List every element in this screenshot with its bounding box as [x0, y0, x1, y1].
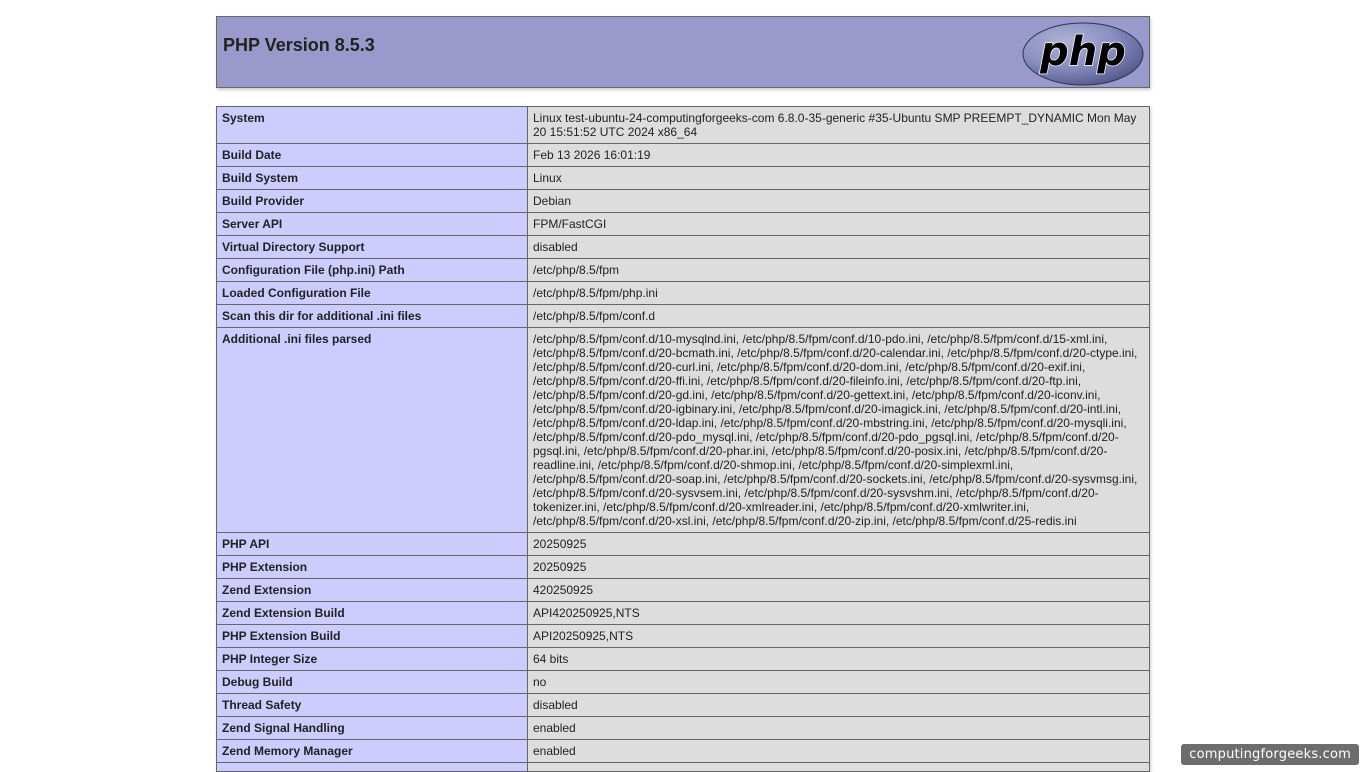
version-header	[216, 16, 1150, 88]
row-key: System	[217, 107, 528, 144]
table-row	[217, 625, 1150, 648]
table-row	[217, 282, 1150, 305]
row-key: Build Date	[217, 144, 528, 167]
row-value: 64 bits	[528, 648, 1150, 671]
page-title: PHP Version 8.5.3	[223, 35, 375, 56]
row-value: no	[528, 671, 1150, 694]
row-value: API20250925,NTS	[528, 625, 1150, 648]
php-logo-text: php	[1039, 29, 1126, 75]
row-key: Zend Extension	[217, 579, 528, 602]
row-key: PHP API	[217, 533, 528, 556]
info-table	[216, 106, 1150, 772]
table-row	[217, 190, 1150, 213]
row-value: disabled	[528, 236, 1150, 259]
row-key: Zend Extension Build	[217, 602, 528, 625]
row-value: /etc/php/8.5/fpm/conf.d	[528, 305, 1150, 328]
table-row	[217, 236, 1150, 259]
php-logo-icon[interactable]	[1022, 22, 1144, 86]
table-row	[217, 167, 1150, 190]
row-value: /etc/php/8.5/fpm/conf.d/10-mysqlnd.ini, /etc/php/8.5/fpm/conf.d/10-pdo.ini, /etc/php/8.5/fpm/conf.d/15-xml.ini, /etc/php/8.5/fpm/conf.d/20-bcmath.ini, /etc/php/8.5/fpm/conf.d/20-calendar.ini, /etc/php/8.5/fpm/conf.d/20-ctype.ini, /etc/php/8.5/fpm/conf.d/20-curl.ini, /etc/php/8.5/fpm/conf.d/20-dom.ini, /etc/php/8.5/fpm/conf.d/20-exif.ini, /etc/php/8.5/fpm/conf.d/20-ffi.ini, /etc/php/8.5/fpm/conf.d/20-fileinfo.ini, /etc/php/8.5/fpm/conf.d/20-ftp.ini, /etc/php/8.5/fpm/conf.d/20-gd.ini, /etc/php/8.5/fpm/conf.d/20-gettext.ini, /etc/php/8.5/fpm/conf.d/20-iconv.ini, /etc/php/8.5/fpm/conf.d/20-igbinary.ini, /etc/php/8.5/fpm/conf.d/20-imagick.ini, /etc/php/8.5/fpm/conf.d/20-intl.ini, /etc/php/8.5/fpm/conf.d/20-ldap.ini, /etc/php/8.5/fpm/conf.d/20-mbstring.ini, /etc/php/8.5/fpm/conf.d/20-mysqli.ini, /etc/php/8.5/fpm/conf.d/20-pdo_mysql.ini, /etc/php/8.5/fpm/conf.d/20-pdo_pgsql.ini, /etc/php/8.5/fpm/conf.d/20-pgsql.ini, /etc/php/8.5/fpm/conf.d/20-phar.ini, /etc/php/8.5/fpm/conf.d/20-posix.ini, /etc/php/8.5/fpm/conf.d/20-readline.ini, /etc/php/8.5/fpm/conf.d/20-shmop.ini, /etc/php/8.5/fpm/conf.d/20-simplexml.ini, /etc/php/8.5/fpm/conf.d/20-soap.ini, /etc/php/8.5/fpm/conf.d/20-sockets.ini, /etc/php/8.5/fpm/conf.d/20-sysvmsg.ini, /etc/php/8.5/fpm/conf.d/20-sysvsem.ini, /etc/php/8.5/fpm/conf.d/20-sysvshm.ini, /etc/php/8.5/fpm/conf.d/20-tokenizer.ini, /etc/php/8.5/fpm/conf.d/20-xmlreader.ini, /etc/php/8.5/fpm/conf.d/20-xmlwriter.ini, /etc/php/8.5/fpm/conf.d/20-xsl.ini, /etc/php/8.5/fpm/conf.d/20-zip.ini, /etc/php/8.5/fpm/conf.d/25-redis.ini	[528, 328, 1150, 533]
table-row	[217, 763, 1150, 772]
row-value: FPM/FastCGI	[528, 213, 1150, 236]
table-row	[217, 107, 1150, 144]
table-row	[217, 648, 1150, 671]
row-value: 420250925	[528, 579, 1150, 602]
table-row	[217, 259, 1150, 282]
table-row	[217, 556, 1150, 579]
row-key: Loaded Configuration File	[217, 282, 528, 305]
row-key: Debug Build	[217, 671, 528, 694]
table-row	[217, 740, 1150, 763]
table-row	[217, 602, 1150, 625]
row-key: Server API	[217, 213, 528, 236]
row-key: Build System	[217, 167, 528, 190]
phpinfo-page	[216, 16, 1150, 88]
table-row	[217, 694, 1150, 717]
table-row	[217, 213, 1150, 236]
row-key: Virtual Directory Support	[217, 236, 528, 259]
row-value: Linux test-ubuntu-24-computingforgeeks-com 6.8.0-35-generic #35-Ubuntu SMP PREEMPT_DYNAMIC Mon May 20 15:51:52 UTC 2024 x86_64	[528, 107, 1150, 144]
row-value: disabled	[528, 694, 1150, 717]
info-table-body	[217, 107, 1150, 772]
row-value	[528, 763, 1150, 772]
row-value: enabled	[528, 740, 1150, 763]
table-row	[217, 328, 1150, 533]
row-value: Debian	[528, 190, 1150, 213]
row-key	[217, 763, 528, 772]
row-key: Build Provider	[217, 190, 528, 213]
row-key: PHP Extension Build	[217, 625, 528, 648]
row-value: enabled	[528, 717, 1150, 740]
row-key: Zend Signal Handling	[217, 717, 528, 740]
row-value: Feb 13 2026 16:01:19	[528, 144, 1150, 167]
row-value: Linux	[528, 167, 1150, 190]
watermark: computingforgeeks.com	[1181, 744, 1359, 765]
table-row	[217, 305, 1150, 328]
table-row	[217, 144, 1150, 167]
row-value: 20250925	[528, 533, 1150, 556]
row-key: Thread Safety	[217, 694, 528, 717]
table-row	[217, 533, 1150, 556]
php-logo-graphic	[1022, 22, 1144, 86]
row-value: 20250925	[528, 556, 1150, 579]
row-value: /etc/php/8.5/fpm	[528, 259, 1150, 282]
row-key: Scan this dir for additional .ini files	[217, 305, 528, 328]
row-key: Zend Memory Manager	[217, 740, 528, 763]
table-row	[217, 717, 1150, 740]
table-row	[217, 671, 1150, 694]
row-key: Additional .ini files parsed	[217, 328, 528, 533]
row-value: /etc/php/8.5/fpm/php.ini	[528, 282, 1150, 305]
row-value: API420250925,NTS	[528, 602, 1150, 625]
row-key: Configuration File (php.ini) Path	[217, 259, 528, 282]
row-key: PHP Integer Size	[217, 648, 528, 671]
table-row	[217, 579, 1150, 602]
row-key: PHP Extension	[217, 556, 528, 579]
